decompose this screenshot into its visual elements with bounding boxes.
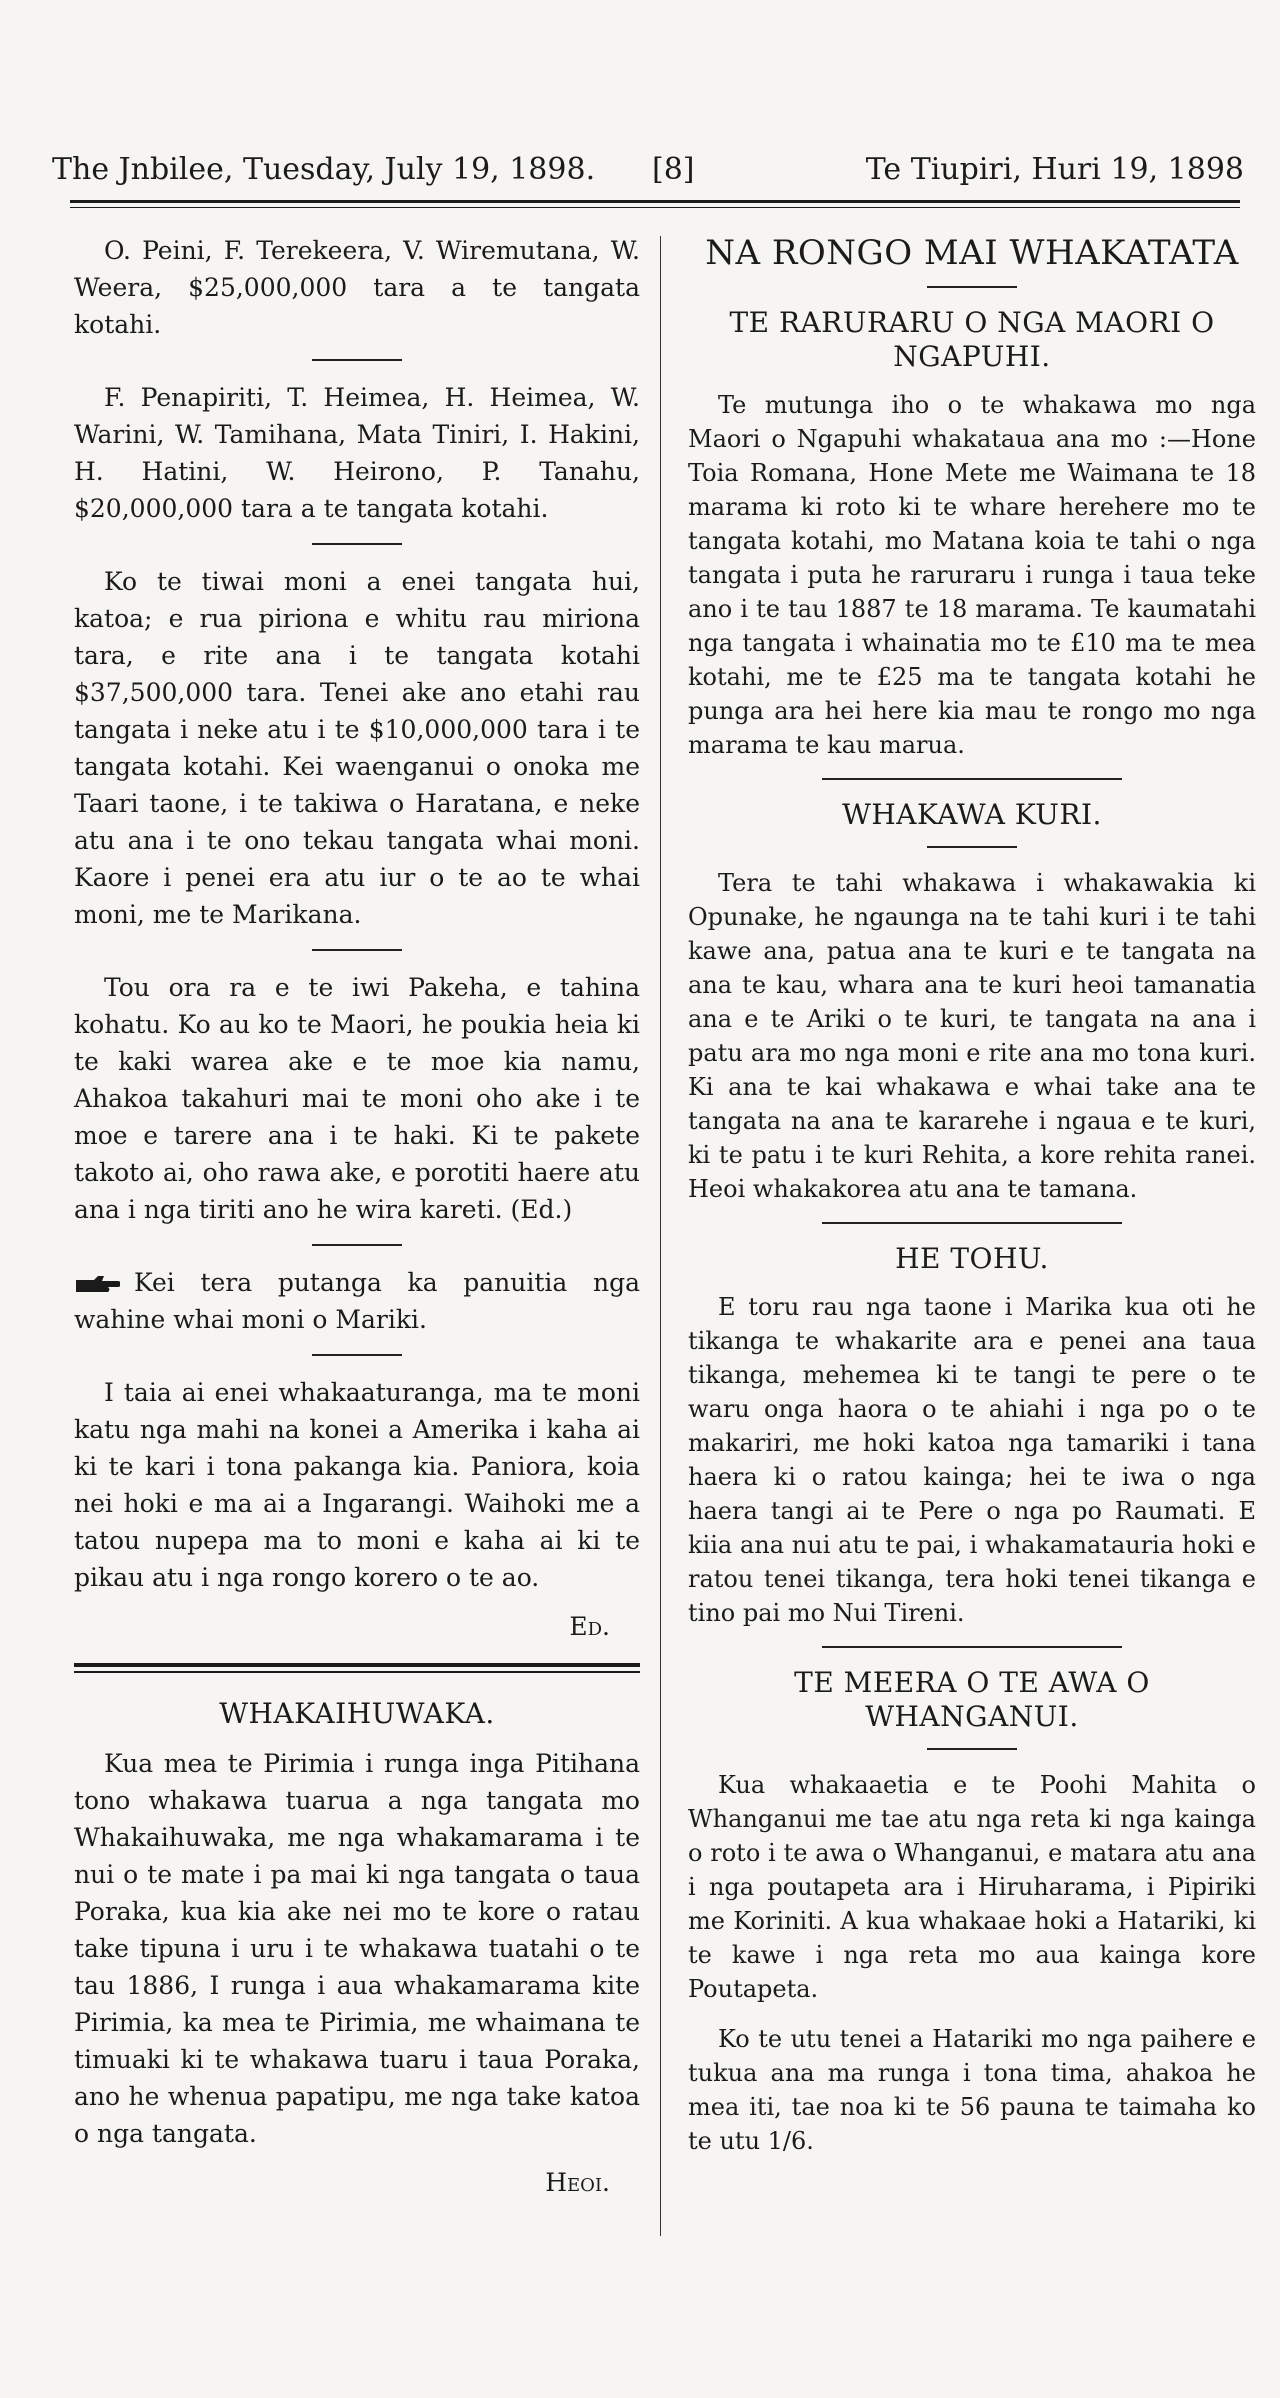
- paragraph-whakaihuwaka: Kua mea te Pirimia i runga inga Pitihana tono whakawa tuarua a nga tangata mo Whakaihuwaka, me nga whakamarama i te nui o te mate i pa mai ki nga tangata o taua Poraka, kua kia ake nei mo te kore o ratau take tipuna i uru i te whakawa tuatahi o te tau 1886, I runga i aua whakamarama kite Pirimia, ka mea te Pirimia, me whaimana te timuaki ki te whakawa tuaru i taua Poraka, ano he whenua papatipu, me nga take katoa o nga tangata.: [74, 1749, 640, 2148]
- paragraph-next-issue: [74, 1264, 640, 1338]
- paragraph-america-spain: I taia ai enei whakaaturanga, ma te moni katu nga mahi na konei a Amerika i kaha ai ki te kari i tona pakanga kia. Paniora, koia nei hoki e ma ai a Ingarangi. Waihoki me a tatou nupepa ma to moni e kaha ai ki te pikau atu i nga rongo korero o te ao.: [74, 1378, 640, 1592]
- separator: [312, 1244, 402, 1246]
- separator: [927, 1748, 1017, 1750]
- header-rule-thin: [70, 207, 1240, 208]
- separator: [822, 1222, 1122, 1224]
- heading-whanganui-mail: TE MEERA O TE AWA O WHANGANUI.: [794, 1666, 1150, 1733]
- separator: [312, 543, 402, 545]
- paragraph-wealth-total: Ko te tiwai moni a enei tangata hui, katoa; e rua piriona e whitu rau miriona tara, e rite ana i te tangata kotahi $37,500,000 tara. Tenei ake ano etahi rau tangata i neke atu i te $10,000,000 tara i te tangata kotahi. Kei waenganui o onoka me Taari taone, i te takiwa o Haratana, e neke atu ana i te ono tekau tangata whai moni. Kaore i penei era atu iur o te ao te whai moni, me te Marikana.: [74, 567, 640, 929]
- editor-signature: Ed.: [569, 1612, 610, 1641]
- separator: [927, 286, 1017, 288]
- paragraph-editorial-comment: Tou ora ra e te iwi Pakeha, e tahina kohatu. Ko au ko te Maori, he poukia heia ki te kaki warea ake e te moe kia namu, Ahakoa takahuri mai te moni oho ake i te moe e tarere ana i te haki. Ki te pakete takoto ai, oho rawa ake, e porotiti haere atu ana i nga tiriti ano he wira kareti. (Ed.): [74, 973, 640, 1224]
- header-rule-thick: [70, 200, 1240, 203]
- heading-he-tohu: HE TOHU.: [895, 1242, 1049, 1275]
- paragraph-ngapuhi-trial: Te mutunga iho o te whakawa mo nga Maori o Ngapuhi whakataua ana mo :—Hone Toia Romana, Hone Mete me Waimana te 18 marama ki roto ki te whare herehere mo te tangata kotahi, mo Matana koia te tahi o nga tangata i puta he raruraru i runga i taua teke ano i te tau 1887 te 18 marama. Te kaumatahi nga tangata i whainatia mo te £10 ma te mea kotahi, me te £25 ma te tangata kotahi he punga ara hei here kia mau te rongo mo nga marama te kau marua.: [688, 391, 1256, 759]
- separator: [312, 359, 402, 361]
- paragraph-millionaires-2: F. Penapiriti, T. Heimea, H. Heimea, W. Warini, W. Tamihana, Mata Tiniri, I. Hakini, H. Hatini, W. Heirono, P. Tanahu, $20,000,000 tara a te tangata kotahi.: [74, 383, 640, 523]
- heading-dog-trial: WHAKAWA KURI.: [842, 798, 1102, 831]
- heading-recent-news: NA RONGO MAI WHAKATATA: [705, 233, 1239, 273]
- separator: [822, 1646, 1122, 1648]
- column-divider: [660, 236, 661, 2236]
- heading-whakaihuwaka: WHAKAIHUWAKA.: [219, 1697, 495, 1730]
- paragraph-millionaires-1: O. Peini, F. Terekeera, V. Wiremutana, W. Weera, $25,000,000 tara a te tangata kotahi.: [74, 236, 640, 339]
- double-rule: [74, 1663, 640, 1673]
- paragraph-whanganui-mail: Kua whakaaetia e te Poohi Mahita o Whanganui me tae atu nga reta ki nga kainga o roto i te awa o Whanganui, e matara atu ana i nga poutapeta ara i Hiruharama, i Pipiriki me Koriniti. A kua whakaae hoki a Hatariki, ki te kawe i nga reta mo aua kainga kore Poutapeta.: [688, 1771, 1256, 2003]
- left-column: [74, 232, 640, 2215]
- heading-ngapuhi-trouble: TE RARURARU O NGA MAORI O NGAPUHI.: [729, 306, 1215, 373]
- right-column: [688, 232, 1256, 2174]
- paragraph-dog-trial: Tera te tahi whakawa i whakawakia ki Opunake, he ngaunga na te tahi kuri i te tahi kawe ana, patua ana te kuri e te tangata na ana te kau, whara ana te kuri heoi tamanatia ana e te Ariki o te kuri, te tangata na ana i patu ara mo nga moni e rite ana mo tona kuri. Ki ana te kai whakawa e whai take ana te tangata na ana te kararehe i ngaua e te kuri, ki te patu i te kuri Rehita, a kore rehita ranei. Heoi whakakorea atu ana te tamana.: [688, 869, 1256, 1203]
- header-maori-title: Te Tiupiri, Huri 19, 1898: [865, 152, 1244, 187]
- separator: [822, 778, 1122, 780]
- separator: [312, 1354, 402, 1356]
- next-issue-text: Kei tera putanga ka panuitia nga wahine whai moni o Mariki.: [74, 1268, 640, 1334]
- page-number: [8]: [652, 152, 695, 187]
- paragraph-curfew-bell: E toru rau nga taone i Marika kua oti he tikanga te whakarite ara e penei ana taua tikanga, mehemea ki te tangi te pere o te waru onga haora o te ahiahi i nga po o te makariri, me hoki katoa nga tamariki i tana haera ki o ratou kainga; hei te iwa o nga haera tangi ai te Pere o nga po Raumati. E kiia ana nui atu te pai, i whakamatauria hoki e ratou tenei tikanga, tera hoki tenei tikanga e tino pai mo Nui Tireni.: [688, 1293, 1256, 1627]
- separator: [927, 846, 1017, 848]
- pointing-hand-icon: [74, 1274, 120, 1296]
- separator: [312, 949, 402, 951]
- closing-signature: Heoi.: [545, 2168, 610, 2197]
- header-english-title: The Jnbilee, Tuesday, July 19, 1898.: [52, 152, 596, 187]
- page-header: [36, 150, 1244, 190]
- paragraph-parcel-rates: Ko te utu tenei a Hatariki mo nga paihere e tukua ana ma runga i tona tima, ahakoa he mea iti, tae noa ki te 56 pauna te taimaha ko te utu 1/6.: [688, 2025, 1256, 2155]
